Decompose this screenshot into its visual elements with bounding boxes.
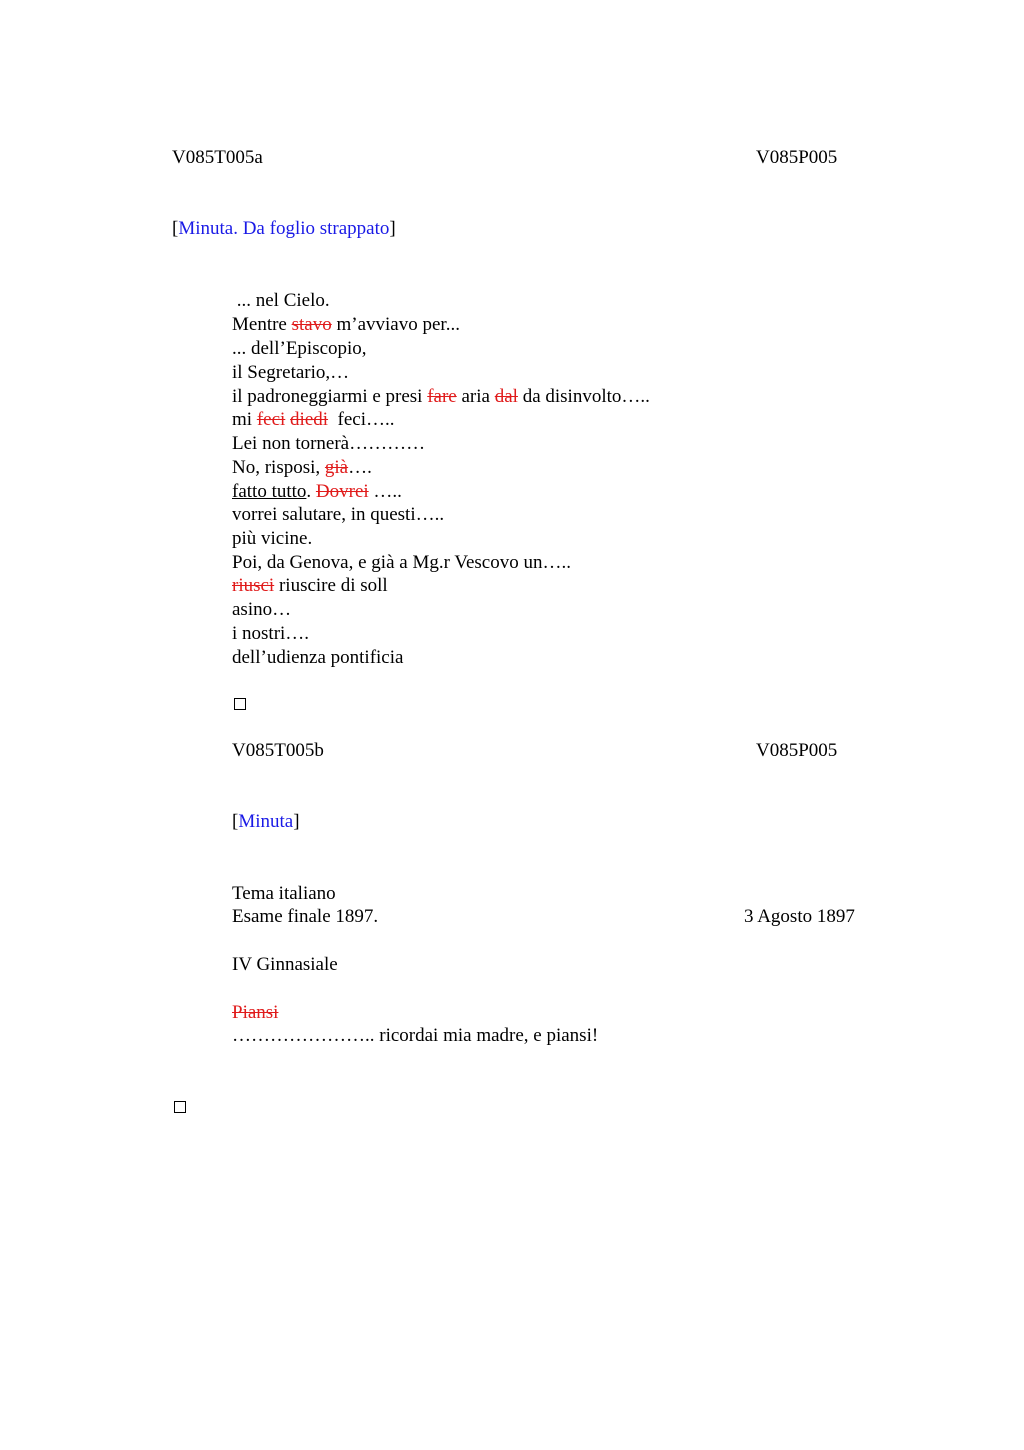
text-line: dell’udienza pontificia bbox=[232, 647, 404, 668]
text-line: asino… bbox=[232, 599, 292, 620]
square-marker-icon bbox=[234, 698, 246, 710]
bracket-open: [ bbox=[172, 218, 179, 239]
text-segment: Mentre bbox=[232, 314, 292, 335]
text-line bbox=[232, 456, 372, 480]
text-line: vorrei salutare, in questi….. bbox=[232, 504, 445, 525]
date-text: 3 Agosto 1897 bbox=[744, 906, 855, 927]
deleted-word: riusci bbox=[232, 575, 275, 596]
text-line bbox=[232, 1001, 278, 1025]
note-text: Minuta. Da foglio strappato bbox=[178, 218, 390, 239]
text-line: Lei non tornerà………… bbox=[232, 433, 426, 454]
text-line: ………………….. ricordai mia madre, e piansi! bbox=[232, 1025, 599, 1046]
text-line bbox=[232, 408, 395, 432]
text-line: più vicine. bbox=[232, 528, 313, 549]
text-segment: mi bbox=[232, 409, 257, 430]
text-line: Tema italiano bbox=[232, 883, 336, 904]
note-text: Minuta bbox=[238, 811, 294, 832]
editorial-note bbox=[232, 810, 300, 834]
doc-code-left: V085T005a bbox=[172, 147, 263, 168]
doc-code-left: V085T005b bbox=[232, 740, 324, 761]
text-line bbox=[232, 480, 402, 504]
text-line bbox=[232, 574, 388, 598]
text-line bbox=[232, 313, 460, 337]
text-line: il Segretario,… bbox=[232, 362, 350, 383]
text-segment: aria bbox=[456, 386, 495, 407]
deleted-word: diedi bbox=[290, 409, 329, 430]
underlined-text: fatto tutto bbox=[232, 481, 307, 502]
doc-code-right: V085P005 bbox=[756, 740, 838, 761]
doc-code-right: V085P005 bbox=[756, 147, 838, 168]
text-segment: il padroneggiarmi e presi bbox=[232, 386, 428, 407]
deleted-word: già bbox=[324, 457, 349, 478]
text-segment: No, risposi, bbox=[232, 457, 325, 478]
text-segment: …. bbox=[348, 457, 372, 478]
deleted-word: stavo bbox=[291, 314, 332, 335]
text-line: i nostri…. bbox=[232, 623, 310, 644]
text-segment: m’avviavo per... bbox=[331, 314, 460, 335]
deleted-word: Piansi bbox=[232, 1002, 279, 1023]
deleted-word: dal bbox=[494, 386, 518, 407]
text-line: IV Ginnasiale bbox=[232, 954, 338, 975]
text-line: Poi, da Genova, e già a Mg.r Vescovo un….. bbox=[232, 552, 571, 573]
bracket-close: ] bbox=[389, 218, 396, 239]
text-line: Esame finale 1897. bbox=[232, 906, 379, 927]
text-segment: . bbox=[306, 481, 316, 502]
deleted-word: fare bbox=[427, 386, 457, 407]
text-line: ... nel Cielo. bbox=[232, 290, 330, 311]
bracket-open: [ bbox=[232, 811, 239, 832]
deleted-word: Dovrei bbox=[315, 481, 369, 502]
deleted-word: feci bbox=[256, 409, 286, 430]
text-line: ... dell’Episcopio, bbox=[232, 338, 367, 359]
text-segment: riuscire di soll bbox=[274, 575, 388, 596]
square-marker-icon bbox=[174, 1101, 186, 1113]
text-segment: ….. bbox=[368, 481, 402, 502]
editorial-note bbox=[172, 217, 396, 241]
bracket-close: ] bbox=[293, 811, 300, 832]
text-line bbox=[232, 385, 650, 409]
text-segment: da disinvolto….. bbox=[517, 386, 650, 407]
text-segment: feci….. bbox=[328, 409, 395, 430]
